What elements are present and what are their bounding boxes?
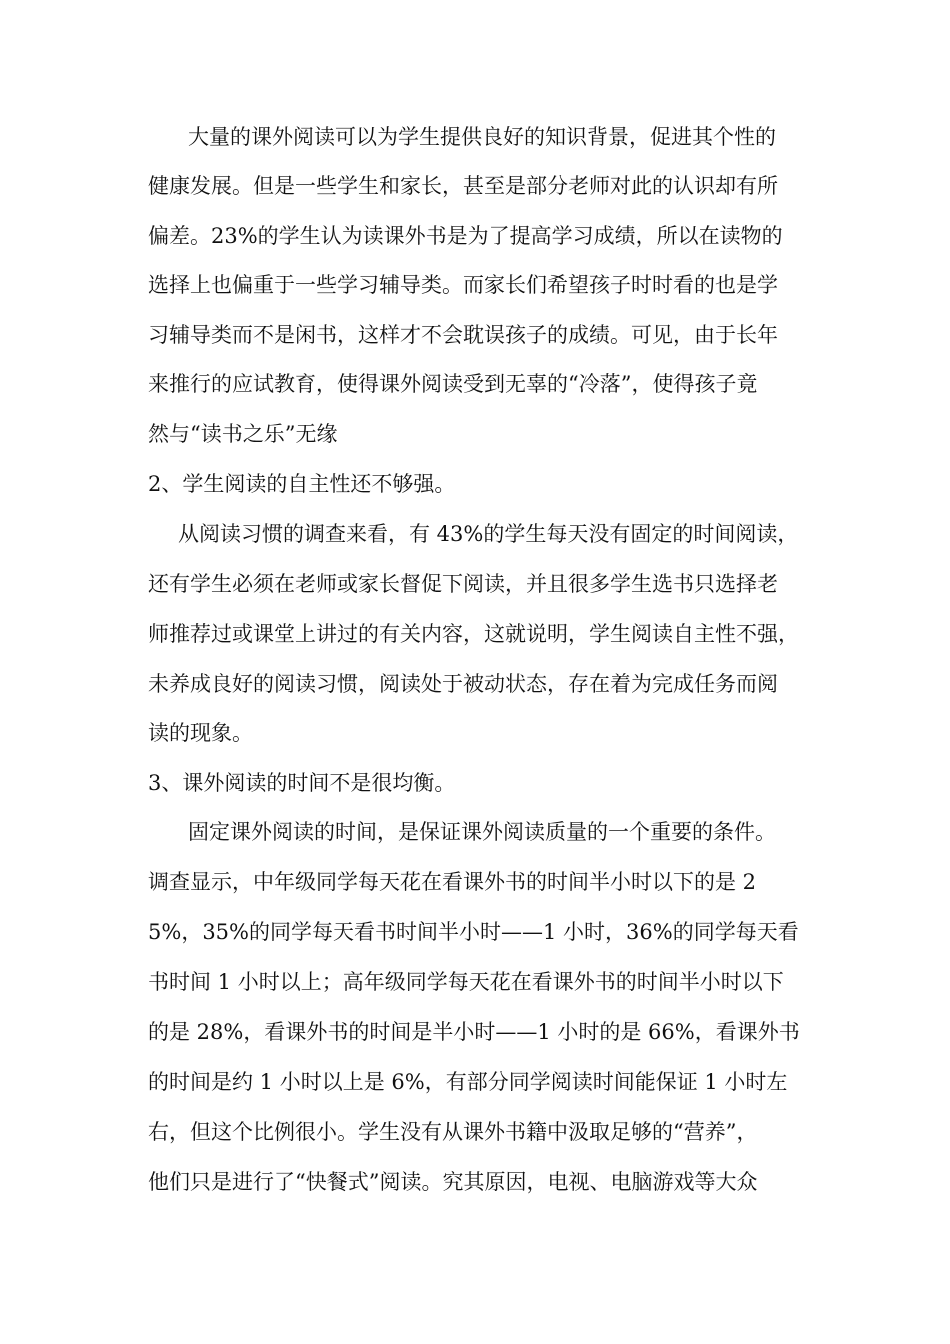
paragraph-line: 习辅导类而不是闲书，这样才不会耽误孩子的成绩。可见，由于长年 <box>148 323 778 347</box>
paragraph-line: 还有学生必须在老师或家长督促下阅读，并且很多学生选书只选择老 <box>148 572 778 596</box>
paragraph-line: 偏差。23%的学生认为读课外书是为了提高学习成绩，所以在读物的 <box>148 224 783 248</box>
section-heading: 3、课外阅读的时间不是很均衡。 <box>148 771 456 795</box>
paragraph-line: 然与“读书之乐”无缘 <box>148 422 338 446</box>
section-heading: 2、学生阅读的自主性还不够强。 <box>148 472 456 496</box>
paragraph-line: 调查显示，中年级同学每天花在看课外书的时间半小时以下的是 2 <box>148 870 757 894</box>
paragraph-line: 选择上也偏重于一些学习辅导类。而家长们希望孩子时时看的也是学 <box>148 273 778 297</box>
paragraph-line: 师推荐过或课堂上讲过的有关内容，这就说明，学生阅读自主性不强， <box>148 622 799 646</box>
paragraph-line: 5%，35%的同学每天看书时间半小时——1 小时，36%的同学每天看 <box>148 920 799 944</box>
paragraph-line: 来推行的应试教育，使得课外阅读受到无辜的“冷落”，使得孩子竟 <box>148 372 758 396</box>
paragraph-line: 右，但这个比例很小。学生没有从课外书籍中汲取足够的“营养”， <box>148 1120 758 1144</box>
paragraph-line: 从阅读习惯的调查来看，有 43%的学生每天没有固定的时间阅读， <box>178 522 799 546</box>
paragraph-line: 固定课外阅读的时间，是保证课外阅读质量的一个重要的条件。 <box>188 820 776 844</box>
paragraph-line: 的是 28%，看课外书的时间是半小时——1 小时的是 66%，看课外书 <box>148 1020 800 1044</box>
paragraph-line: 未养成良好的阅读习惯，阅读处于被动状态，存在着为完成任务而阅 <box>148 672 778 696</box>
paragraph-line: 读的现象。 <box>148 721 253 745</box>
paragraph-line: 书时间 1 小时以上；高年级同学每天花在看课外书的时间半小时以下 <box>148 970 784 994</box>
paragraph-line: 大量的课外阅读可以为学生提供良好的知识背景，促进其个性的 <box>188 125 776 149</box>
paragraph-line: 健康发展。但是一些学生和家长，甚至是部分老师对此的认识却有所 <box>148 174 778 198</box>
paragraph-line: 的时间是约 1 小时以上是 6%，有部分同学阅读时间能保证 1 小时左 <box>148 1070 788 1094</box>
paragraph-line: 他们只是进行了“快餐式”阅读。究其原因，电视、电脑游戏等大众 <box>148 1170 758 1194</box>
